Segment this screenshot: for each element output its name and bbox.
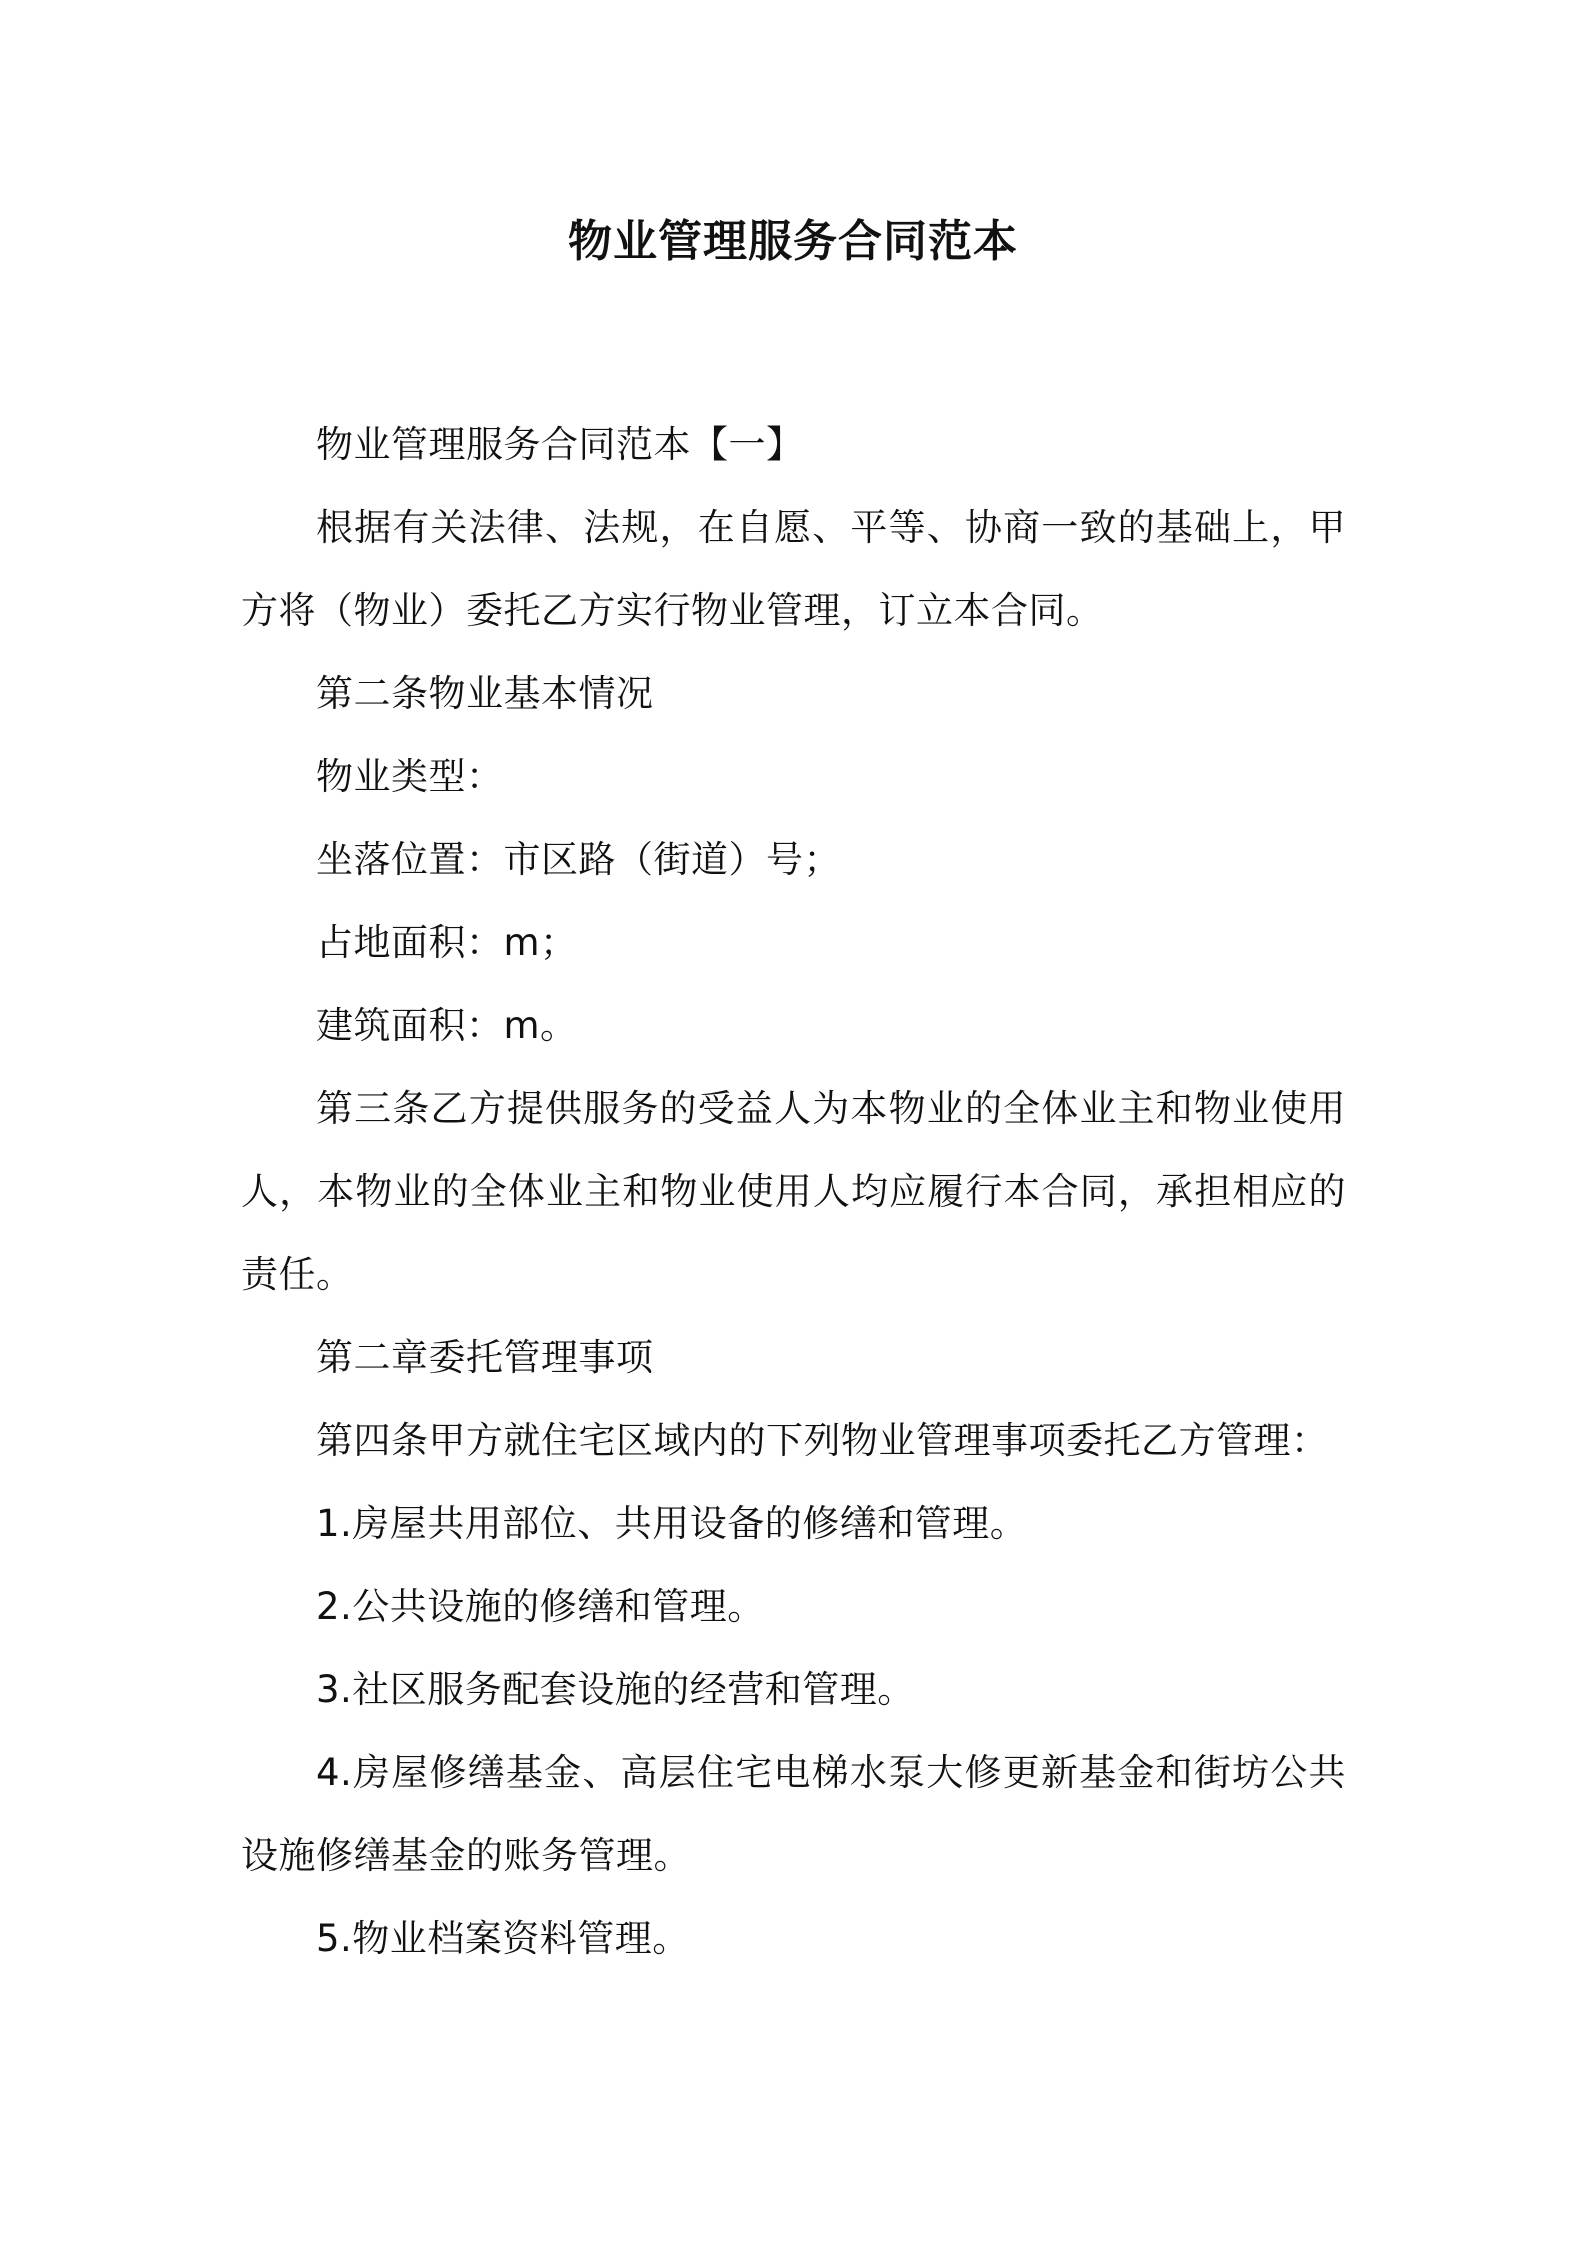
document-body bbox=[241, 403, 1346, 1980]
chapter-2-heading: 第二章委托管理事项 bbox=[316, 1336, 654, 1379]
list-item-3: 3.社区服务配套设施的经营和管理。 bbox=[316, 1668, 915, 1711]
list-item-2: 2.公共设施的修缮和管理。 bbox=[316, 1585, 765, 1628]
section-heading-part-one: 物业管理服务合同范本【一】 bbox=[316, 423, 804, 466]
building-area-line: 建筑面积：m。 bbox=[316, 1004, 578, 1047]
preamble-paragraph: 根据有关法律、法规，在自愿、平等、协商一致的基础上，甲方将（物业）委托乙方实行物业管理，订立本合同。 bbox=[241, 506, 1346, 632]
list-item-1: 1.房屋共用部位、共用设备的修缮和管理。 bbox=[316, 1502, 1028, 1545]
article-4-paragraph: 第四条甲方就住宅区域内的下列物业管理事项委托乙方管理： bbox=[316, 1419, 1329, 1462]
article-2-heading: 第二条物业基本情况 bbox=[316, 672, 654, 715]
list-item-4: 4.房屋修缮基金、高层住宅电梯水泵大修更新基金和街坊公共设施修缮基金的账务管理。 bbox=[241, 1751, 1346, 1877]
property-location-line: 坐落位置：市区路（街道）号； bbox=[316, 838, 841, 881]
land-area-line: 占地面积：m； bbox=[316, 921, 578, 964]
article-3-paragraph: 第三条乙方提供服务的受益人为本物业的全体业主和物业使用人，本物业的全体业主和物业使用人均应履行本合同，承担相应的责任。 bbox=[241, 1087, 1346, 1296]
property-type-line: 物业类型： bbox=[316, 755, 504, 798]
list-item-5: 5.物业档案资料管理。 bbox=[316, 1917, 690, 1960]
document-title: 物业管理服务合同范本 bbox=[568, 216, 1018, 267]
